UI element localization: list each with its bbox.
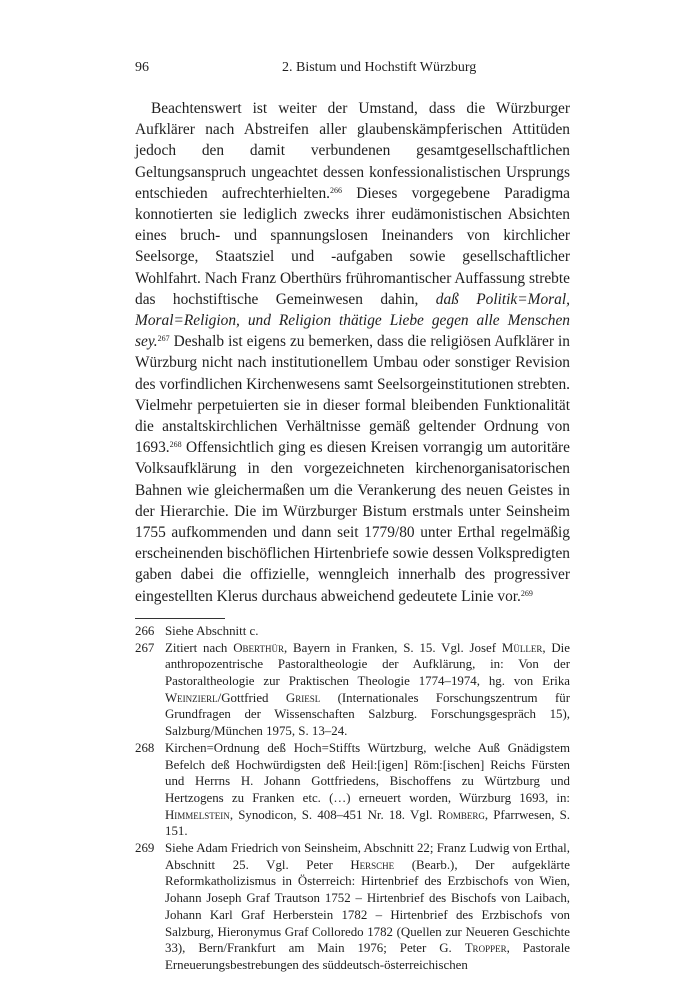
- footnote-text-part: /Gottfried: [217, 690, 286, 705]
- footnote-ref-267[interactable]: 267: [157, 334, 170, 344]
- body-paragraph: [135, 98, 570, 607]
- footnote-text-part: , Pfarrwesen, S. 151.: [165, 807, 571, 839]
- author-name: Weinzierl: [165, 690, 218, 705]
- footnote-text: [165, 623, 570, 640]
- footnote-number: 269: [135, 841, 155, 856]
- footnote-text: [165, 840, 570, 974]
- footnote-ref-269[interactable]: 269: [520, 588, 533, 598]
- footnote-divider: [135, 618, 225, 619]
- footnote-number: 267: [135, 640, 155, 655]
- body-sentence-2: Dieses vorgegebene Paradigma konnotierten sie lediglich zwecks ihrer eudämonistischen Absichten eines bruch- und spannungslosen Ineinanders von kirchlicher Seelsorge, Staatsziel und -aufgaben sowie gesellschaftlicher Wohlfahrt. Nach Franz Oberthürs frühromantischer Auffassung strebte das hochstiftische Gemeinwesen dahin,: [135, 184, 571, 308]
- running-header: [135, 60, 570, 82]
- footnote-text-part: (Bearb.), Der aufgeklärte Reformkatholizismus in Österreich: Hirtenbrief des Erzbischofs von Wien, Johann Joseph Graf Trautson 1752 – Hirtenbrief des Bischofs von Laibach, Johann Karl Graf Herberstein 1782 – Hirtenbrief des Erzbischofs von Salzburg, Hieronymus Graf Colloredo 1782 (Quellen zur Neueren Geschichte 33), Bern/Frankfurt am Main 1976; Peter G.: [165, 857, 570, 956]
- body-sentence-3: Deshalb ist eigens zu bemerken, dass die religiösen Aufklärer in Würzburg nicht nach institutionellem Umbau oder sonstiger Revision des vorfindlichen Kirchenwesens samt Seelsorgeinstitutionen strebten. Vielmehr perpetuierten sie in dieser formal bleibenden Funktionalität die anstaltskirchlichen Verhältnisse gemäß geltender Ordnung von 1693.: [135, 333, 570, 457]
- book-page: [135, 60, 570, 974]
- footnote-text-part: Kirchen=Ordnung deß Hoch=Stiffts Würtzburg, welche Auß Gnädigstem Befelch deß Hochwürdigsten deß Heil:[igen] Röm:[ischen] Reichs Fürsten und Herrns H. Johann Gottfriedens, Bischoffens zu Würtzburg und Hertzogens zu Franken etc. (…) erneuert worden, Würzburg 1693, in:: [165, 740, 570, 805]
- footnote-text-part: , Bayern in Franken, S. 15. Vgl. Josef: [283, 640, 502, 655]
- footnote-text-part: , Synodicon, S. 408–451 Nr. 18. Vgl.: [229, 807, 438, 822]
- footnote-267: [135, 640, 570, 740]
- footnote-text-part: (Internationales Forschungszentrum für Grundfragen der Wissenschaften Salzburg. Forschungsgespräch 15), Salzburg/München 1975, S. 13–24.: [165, 690, 570, 739]
- footnote-text: [165, 740, 570, 840]
- oberthuer-quote: daß Politik=Moral, Moral=Religion, und Religion thätige Liebe gegen alle Menschen sey.: [135, 290, 570, 351]
- footnote-text-part: Siehe Abschnitt c.: [165, 623, 259, 638]
- author-name: Müller: [501, 640, 543, 655]
- footnote-number: 266: [135, 623, 155, 638]
- author-name: Romberg: [437, 807, 485, 822]
- author-name: Griesl: [285, 690, 321, 705]
- footnote-ref-268[interactable]: 268: [169, 440, 182, 450]
- main-text: [135, 98, 570, 607]
- footnote-number: 268: [135, 740, 155, 755]
- footnotes-section: [135, 623, 570, 974]
- footnote-text-part: Siehe Adam Friedrich von Seinsheim, Abschnitt 22; Franz Ludwig von Erthal, Abschnitt 25. Vgl. Peter: [165, 841, 570, 872]
- body-sentence-4: Offensichtlich ging es diesen Kreisen vorrangig um autoritäre Volksaufklärung in den vorgezeichneten kirchenorganisatorischen Bahnen wie gleichermaßen um die Verankerung des neuen Geistes in der Hierarchie. Die im Würzburger Bistum erstmals unter Seinsheim 1755 aufkommenden und dann seit 1779/80 unter Erthal regelmäßig erscheinenden bischöflichen Hirtenbriefe sowie dessen Volkspredigten gaben dabei die offizielle, wenngleich innerhalb des progressiver eingestellten Klerus durchaus abweichend gedeutete Linie vor.: [135, 439, 570, 605]
- footnote-text-part: , Pastorale Erneuerungsbestrebungen des süddeutsch-österreichischen: [165, 941, 570, 972]
- author-name: Oberthür: [233, 640, 284, 655]
- body-sentence-1: Beachtenswert ist weiter der Umstand, dass die Würzburger Aufklärer nach Abstreifen aller glaubenskämpferischen Attitüden jedoch den damit verbundenen gesamtgesellschaftlichen Geltungsanspruch ungeachtet dessen konfessionalistischen Ursprungs entschieden aufrechterhielten.: [135, 100, 570, 202]
- footnote-text: [165, 640, 570, 740]
- footnote-text-part: , Die anthropozentrische Pastoraltheologie der Aufklärung, in: Von der Pastoraltheologie zur Praktischen Theologie 1774–1974, hg. von Erika: [165, 640, 570, 688]
- footnote-ref-266[interactable]: 266: [330, 185, 343, 195]
- author-name: Himmelstein: [165, 807, 230, 822]
- author-name: Tropper: [464, 941, 507, 956]
- author-name: Hersche: [350, 857, 395, 872]
- footnote-269: [135, 840, 570, 974]
- footnote-266: [135, 623, 570, 640]
- page-number: 96: [135, 60, 149, 75]
- footnote-268: [135, 740, 570, 840]
- running-title: 2. Bistum und Hochstift Würzburg: [282, 60, 477, 75]
- footnote-text-part: Zitiert nach: [165, 640, 234, 655]
